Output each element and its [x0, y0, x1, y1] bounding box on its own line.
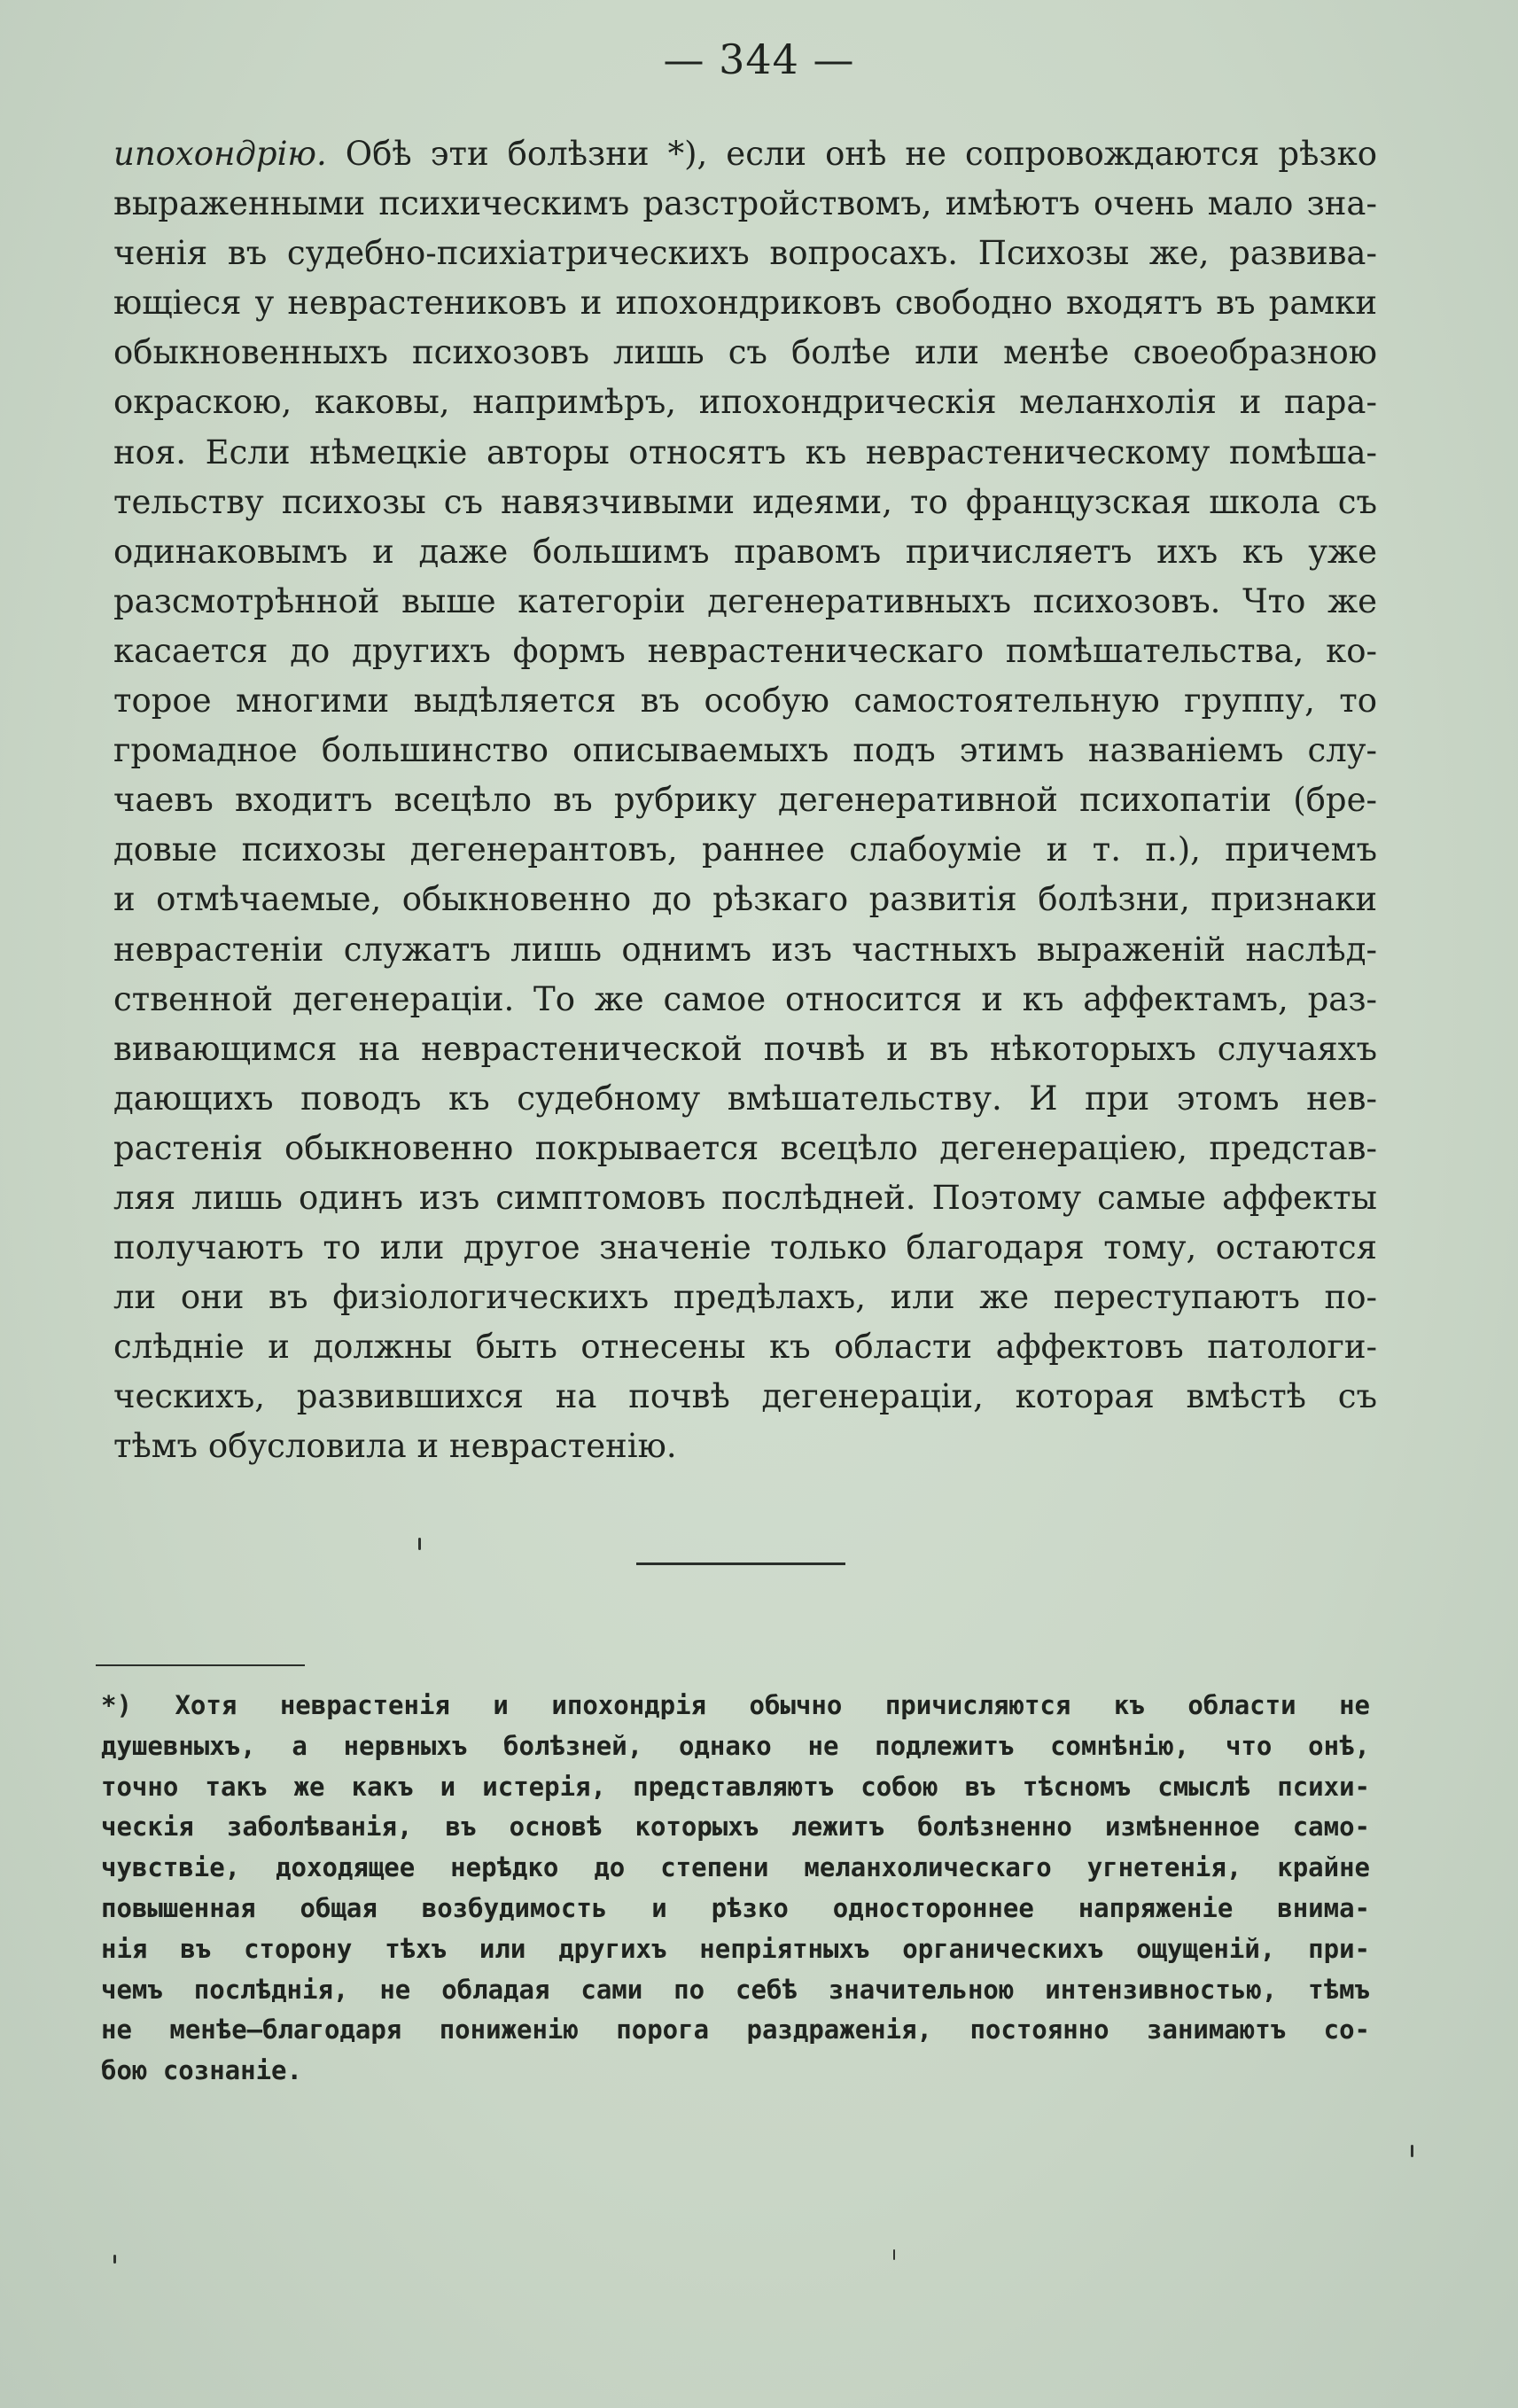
ink-speck	[113, 2255, 116, 2264]
text-line: и отмѣчаемые, обыкновенно до рѣзкаго развитія болѣзни, признаки	[113, 880, 1377, 919]
text-line: выраженными психическимъ разстройствомъ, имѣютъ очень мало зна-	[113, 184, 1377, 223]
text-line: дающихъ поводъ къ судебному вмѣшательству. И при этомъ нев-	[113, 1079, 1377, 1118]
ink-speck	[1411, 2145, 1413, 2157]
footnote-line: точно такъ же какъ и истерія, представляютъ собою въ тѣсномъ смыслѣ психи-	[101, 1771, 1370, 1802]
text-line: ли они въ физіологическихъ предѣлахъ, или же переступаютъ по-	[113, 1278, 1377, 1317]
footnote-line: чувствіе, доходящее нерѣдко до степени меланхолическаго угнетенія, крайне	[101, 1852, 1370, 1883]
footnote-line: ческія заболѣванія, въ основѣ которыхъ лежитъ болѣзненно измѣненное само-	[101, 1812, 1370, 1843]
text-line: касается до другихъ формъ неврастеническаго помѣшательства, ко-	[113, 631, 1377, 670]
ink-speck	[418, 1538, 421, 1550]
ink-speck	[893, 2249, 895, 2260]
text-line: неврастеніи служатъ лишь однимъ изъ частныхъ выраженій наслѣд-	[113, 930, 1377, 969]
text-line: обыкновенныхъ психозовъ лишь съ болѣе или менѣе своеобразною	[113, 333, 1377, 372]
section-divider	[636, 1562, 845, 1565]
text-line	[113, 129, 1377, 179]
text-line: ляя лишь одинъ изъ симптомовъ послѣдней. Поэтому самые аффекты	[113, 1178, 1377, 1217]
text-line: разсмотрѣнной выше категоріи дегенеративныхъ психозовъ. Что же	[113, 581, 1377, 620]
page-number: — 344 —	[663, 35, 855, 83]
footnote-rule	[96, 1664, 305, 1666]
italic-word: ипохондрію.	[113, 135, 327, 173]
footnote-line: нія въ сторону тѣхъ или другихъ непріятныхъ органическихъ ощущеній, при-	[101, 1933, 1370, 1964]
text-line: громадное большинство описываемыхъ подъ этимъ названіемъ слу-	[113, 731, 1377, 770]
text-line: растенія обыкновенно покрывается всецѣло дегенераціею, представ-	[113, 1128, 1377, 1167]
text-line: одинаковымъ и даже большимъ правомъ причисляетъ ихъ къ уже	[113, 532, 1377, 571]
text-line-rest: Обѣ эти болѣзни *), если онѣ не сопровождаются рѣзко	[326, 135, 1377, 173]
text-line: тѣмъ обусловила и неврастенію.	[113, 1427, 677, 1466]
text-line: ственной дегенераціи. То же самое относится и къ аффектамъ, раз-	[113, 979, 1377, 1018]
text-line: торое многими выдѣляется въ особую самостоятельную группу, то	[113, 682, 1377, 721]
text-line: чаевъ входитъ всецѣло въ рубрику дегенеративной психопатіи (бре-	[113, 781, 1377, 820]
footnote-block	[101, 1686, 1370, 2092]
footnote-line: душевныхъ, а нервныхъ болѣзней, однако не подлежитъ сомнѣнію, что онѣ,	[101, 1730, 1370, 1761]
footnote-line: не менѣе—благодаря пониженію порога раздраженія, постоянно занимаютъ со-	[101, 2014, 1370, 2046]
footnote-line: чемъ послѣднія, не обладая сами по себѣ значительною интензивностью, тѣмъ	[101, 1974, 1370, 2005]
text-line: ческихъ, развившихся на почвѣ дегенераціи, которая вмѣстѣ съ	[113, 1377, 1377, 1416]
footnote-line: *) Хотя неврастенія и ипохондрія обычно причисляются къ области не	[101, 1690, 1370, 1720]
text-line: ноя. Если нѣмецкіе авторы относятъ къ неврастеническому помѣша-	[113, 433, 1377, 471]
text-line: получаютъ то или другое значеніе только благодаря тому, остаются	[113, 1228, 1377, 1267]
text-line: ющіеся у неврастениковъ и ипохондриковъ свободно входятъ въ рамки	[113, 284, 1377, 323]
text-line: вивающимся на неврастенической почвѣ и въ нѣкоторыхъ случаяхъ	[113, 1029, 1377, 1068]
footnote-line: повышенная общая возбудимость и рѣзко одностороннее напряженіе внима-	[101, 1892, 1370, 1923]
text-line: ченія въ судебно-психіатрическихъ вопросахъ. Психозы же, развива-	[113, 234, 1377, 273]
text-line: слѣдніе и должны быть отнесены къ области аффектовъ патологи-	[113, 1328, 1377, 1367]
text-line: окраскою, каковы, напримѣръ, ипохондрическія меланхолія и пара-	[113, 383, 1377, 422]
text-line: тельству психозы съ навязчивыми идеями, то французская школа съ	[113, 482, 1377, 521]
text-line: довые психозы дегенерантовъ, раннее слабоуміе и т. п.), причемъ	[113, 830, 1377, 869]
main-text-block	[113, 129, 1377, 1472]
footnote-line: бою сознаніе.	[101, 2055, 302, 2086]
